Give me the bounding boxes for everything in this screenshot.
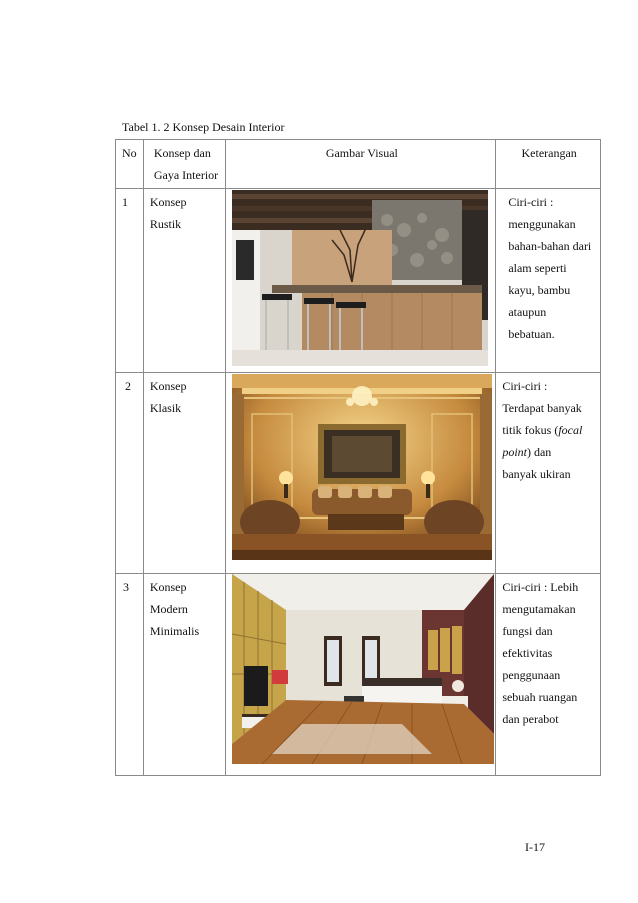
row-no: 2 <box>116 373 144 574</box>
modern-minimalist-bedroom-image <box>232 574 494 764</box>
table-header-row <box>116 140 601 189</box>
table-caption: Tabel 1. 2 Konsep Desain Interior <box>122 120 285 134</box>
row-konsep: Konsep Rustik <box>143 189 226 373</box>
page-number: I-17 <box>525 840 545 854</box>
row-image-cell <box>226 574 496 776</box>
table-row <box>116 574 601 776</box>
row-konsep: Konsep Klasik <box>143 373 226 574</box>
row-image-cell <box>226 189 496 373</box>
header-gambar: Gambar Visual <box>226 140 496 189</box>
rustic-kitchen-image <box>232 190 488 366</box>
row-no: 1 <box>116 189 144 373</box>
row-keterangan: Ciri-ciri : Terdapat banyak titik fokus (focal point) dan banyak ukiran <box>496 373 601 574</box>
row-konsep: Konsep Modern Minimalis <box>143 574 226 776</box>
table-row <box>116 189 601 373</box>
table-row <box>116 373 601 574</box>
header-konsep: Konsep dan Gaya Interior <box>143 140 226 189</box>
classic-living-room-image <box>232 374 492 560</box>
row-image-cell <box>226 373 496 574</box>
interior-concept-table <box>115 139 601 776</box>
header-keterangan: Keterangan <box>496 140 601 189</box>
row-keterangan: Ciri-ciri : Lebih mengutamakan fungsi dan efektivitas penggunaan sebuah ruangan dan perabot <box>496 574 601 776</box>
header-no: No <box>116 140 144 189</box>
row-keterangan: Ciri-ciri : menggunakan bahan-bahan dari alam seperti kayu, bambu ataupun bebatuan. <box>496 189 601 373</box>
row-no: 3 <box>116 574 144 776</box>
